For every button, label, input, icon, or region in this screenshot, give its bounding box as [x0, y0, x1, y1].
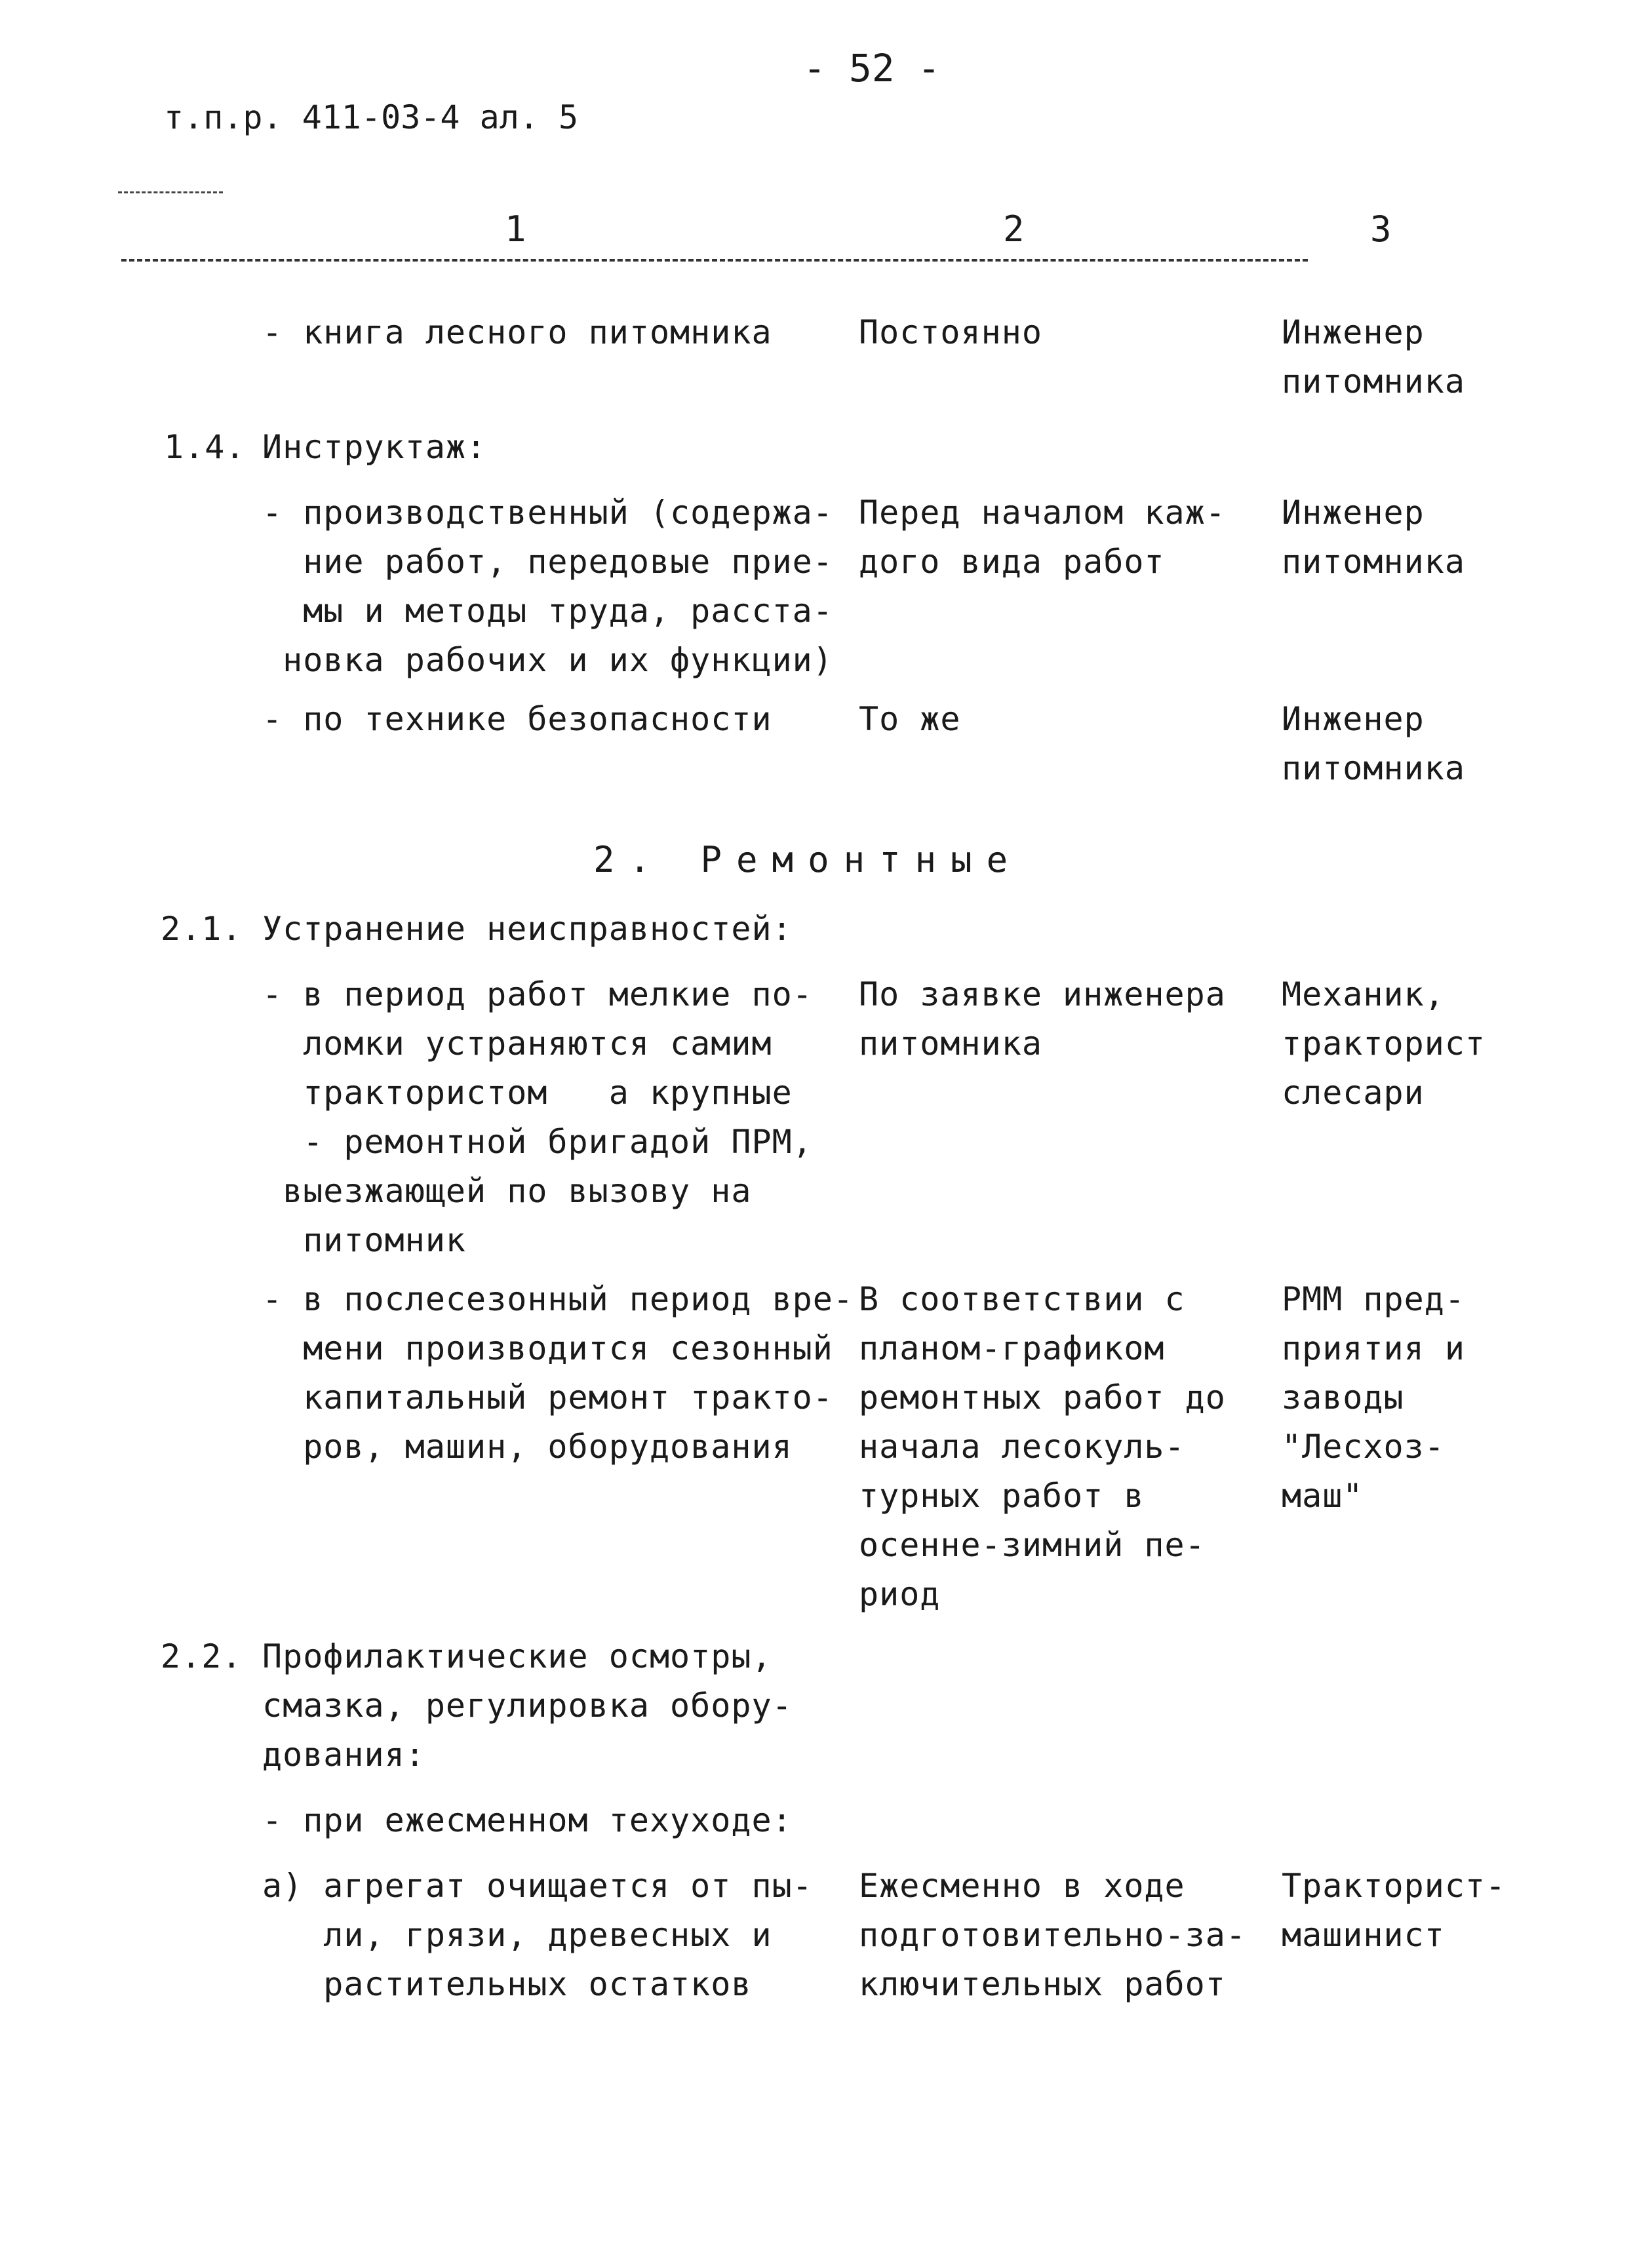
row-minor-repair-work: - в период работ мелкие по- ломки устраняются самим трактористом а крупные - ремонтной бригадой ПРМ, выезжающей по вызову на питомник [262, 975, 813, 1259]
row-safety-responsible: Инженер питомника [1282, 700, 1465, 787]
header-rule [121, 259, 1308, 262]
row-capital-repair-responsible: РММ пред- приятия и заводы "Лесхоз- маш" [1282, 1280, 1465, 1515]
row-production-responsible: Инженер питомника [1282, 494, 1465, 581]
row-production-work: - производственный (содержа- ние работ, передовые прие- мы и методы труда, расста- новка рабочих и их функции) [262, 494, 833, 679]
row-book-responsible: Инженер питомника [1282, 313, 1465, 401]
row-capital-repair-work: - в послесезонный период вре- мени производится сезонный капитальный ремонт тракто- ров, машин, оборудования [262, 1280, 854, 1466]
row-cleaning-work: а) агрегат очищается от пы- ли, грязи, древесных и растительных остатков [262, 1867, 813, 2003]
row-minor-repair-responsible: Механик, тракторист слесари [1282, 975, 1486, 1112]
column-header-1: 1 [505, 208, 526, 250]
column-header-3: 3 [1370, 208, 1392, 250]
document-reference: т.п.р. 411-03-4 ал. 5 [164, 98, 579, 136]
row-safety-term: То же [859, 700, 961, 738]
header-mark [118, 191, 223, 193]
section-title: 2. Ремонтные [593, 839, 1023, 880]
item-number: 2.1. [161, 910, 243, 948]
item-heading: Профилактические осмотры, смазка, регулировка обору- дования: [262, 1637, 793, 1774]
row-capital-repair-term: В соответствии с планом-графиком ремонтных работ до начала лесокуль- турных работ в осенне-зимний пе- риод [859, 1280, 1226, 1613]
row-safety-work: - по технике безопасности [262, 700, 772, 738]
row-cleaning-term: Ежесменно в ходе подготовительно-за- ключительных работ [859, 1867, 1246, 2003]
row-production-term: Перед началом каж- дого вида работ [859, 494, 1226, 581]
row-cleaning-responsible: Тракторист- машинист [1282, 1867, 1506, 1954]
column-header-2: 2 [1003, 208, 1025, 250]
row-shift-maintenance: - при ежесменном техуходе: [262, 1801, 793, 1839]
page-number: - 52 - [803, 46, 941, 90]
item-heading: Инструктаж: [262, 428, 487, 466]
item-number: 2.2. [161, 1637, 243, 1675]
item-number: 1.4. [164, 428, 246, 466]
row-book-work: - книга лесного питомника [262, 313, 772, 351]
item-heading: Устранение неисправностей: [262, 910, 793, 948]
row-minor-repair-term: По заявке инженера питомника [859, 975, 1226, 1063]
row-book-term: Постоянно [859, 313, 1042, 351]
